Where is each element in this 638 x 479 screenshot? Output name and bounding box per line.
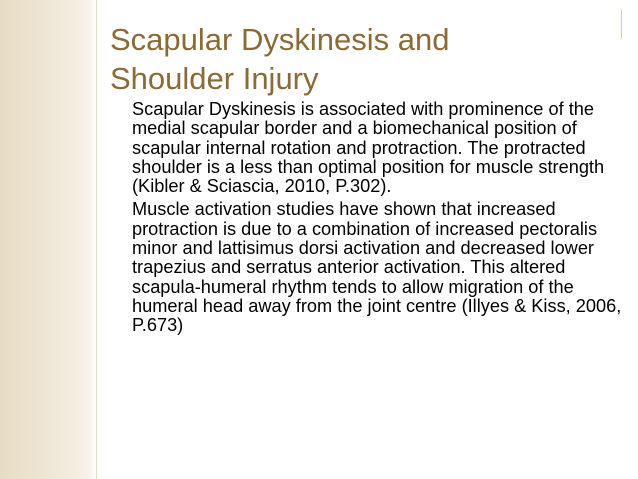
bullet-item-1 — [116, 100, 628, 196]
bullet-dot-icon — [116, 206, 123, 213]
slide-title-line-1: Scapular Dyskinesis and — [110, 22, 450, 57]
left-decorative-band — [0, 0, 88, 479]
band-edge — [88, 0, 95, 479]
bullet-item-2 — [116, 200, 628, 335]
bullet-text: Muscle activation studies have shown that increased protraction is due to a combination of increased pectoralis minor and lattisimus dorsi activation and decreased lower trapezius and serratus anterior activation. This altered scapula-humeral rhythm tends to allow migration of the humeral head away from the joint centre (Illyes & Kiss, 2006, P.673) — [132, 199, 622, 336]
bullet-text: Scapular Dyskinesis is associated with prominence of the medial scapular border and a biomechanical position of scapular internal rotation and protraction. The protracted shoulder is a less than optimal position for muscle strength (Kibler & Sciascia, 2010, P.302). — [132, 99, 605, 197]
slide-title-line-2: Shoulder Injury — [110, 61, 319, 96]
band-divider-line — [96, 0, 97, 479]
slide-body — [116, 100, 628, 340]
slide-title — [110, 20, 610, 98]
corner-rule — [621, 10, 622, 38]
bullet-dot-icon — [116, 106, 123, 113]
